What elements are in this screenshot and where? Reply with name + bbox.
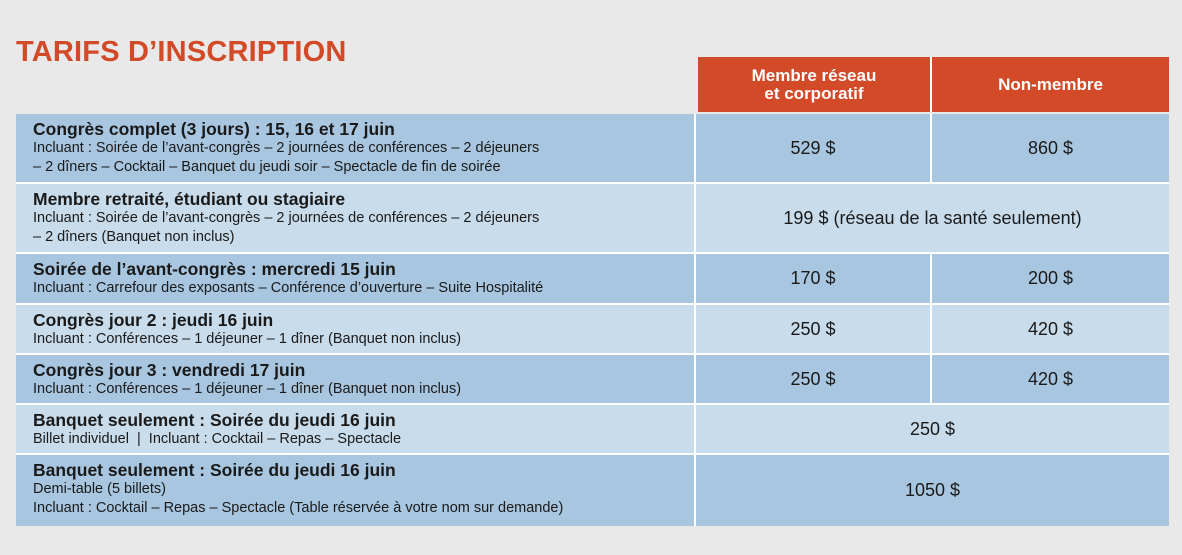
row-title: Congrès jour 3 : vendredi 17 juin [33,360,306,380]
pricing-table [16,114,1169,526]
price-member: 250 $ [696,355,932,403]
row-title: Banquet seulement : Soirée du jeudi 16 juin [33,410,396,430]
header-member-line1: Membre réseau [751,65,877,85]
price-member: 529 $ [696,114,932,182]
row-description [16,184,696,252]
row-detail: – 2 dîners – Cocktail – Banquet du jeudi soir – Spectacle de fin de soirée [33,159,501,175]
row-title: Banquet seulement : Soirée du jeudi 16 juin [33,460,396,480]
row-detail: Incluant : Conférences – 1 déjeuner – 1 dîner (Banquet non inclus) [33,381,462,397]
price-all: 199 $ (réseau de la santé seulement) [783,207,1082,228]
table-row [16,355,1169,405]
header-member-line2: et corporatif [764,83,864,103]
price-nonmember: 860 $ [1027,137,1074,158]
row-title: Soirée de l’avant-congrès : mercredi 15 juin [33,259,396,279]
table-row [16,455,1169,526]
price-member: 170 $ [696,254,932,303]
row-description [16,405,696,453]
table-row [16,114,1169,184]
row-detail: Incluant : Carrefour des exposants – Conférence d’ouverture – Suite Hospitalité [33,280,544,296]
row-description [16,455,696,526]
row-title: Congrès complet (3 jours) : 15, 16 et 17 juin [33,119,395,139]
row-detail: Incluant : Soirée de l’avant-congrès – 2 journées de conférences – 2 déjeuners [33,210,540,226]
table-row [16,184,1169,254]
price-member: 250 $ [696,305,932,353]
row-title: Membre retraité, étudiant ou stagiaire [33,189,346,209]
row-title: Congrès jour 2 : jeudi 16 juin [33,310,274,330]
header-member [698,57,932,112]
price-all: 1050 $ [904,480,961,500]
table-header [698,57,1169,112]
table-row [16,405,1169,455]
page-title: TARIFS D’INSCRIPTION [16,36,347,68]
row-description [16,254,696,303]
row-detail: Billet individuel | Incluant : Cocktail – Repas – Spectacle [33,431,402,447]
table-row [16,254,1169,305]
row-description [16,355,696,403]
row-description [16,305,696,353]
row-detail: Incluant : Cocktail – Repas – Spectacle (Table réservée à votre nom sur demande) [33,500,564,516]
price-nonmember: 420 $ [1027,368,1074,389]
row-detail: Demi-table (5 billets) [33,481,166,497]
row-detail: Incluant : Soirée de l’avant-congrès – 2 journées de conférences – 2 déjeuners [33,140,540,156]
price-nonmember: 200 $ [1027,268,1074,288]
table-row [16,305,1169,355]
price-all: 250 $ [909,418,956,439]
price-nonmember: 420 $ [1027,318,1074,339]
row-description [16,114,696,182]
row-detail: – 2 dîners (Banquet non inclus) [33,229,235,245]
row-detail: Incluant : Conférences – 1 déjeuner – 1 dîner (Banquet non inclus) [33,331,462,347]
header-nonmember: Non-membre [932,57,1169,112]
